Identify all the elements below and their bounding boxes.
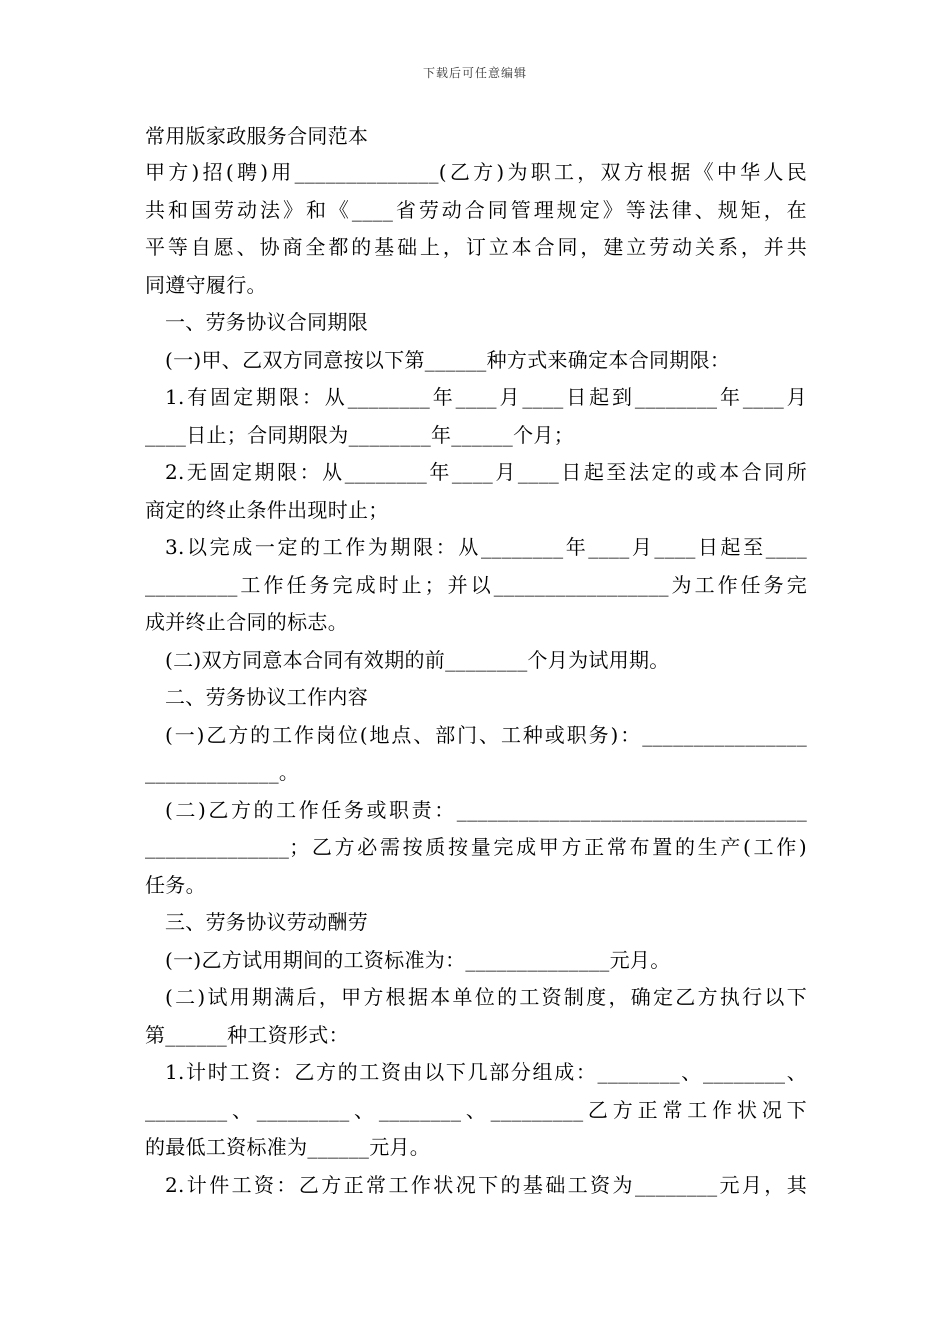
paragraph-line: (二)乙方的工作任务或职责：__________________________________ xyxy=(165,797,807,822)
paragraph-line: 商定的终止条件出现时止； xyxy=(145,497,389,522)
document-title: 常用版家政服务合同范本 xyxy=(145,124,369,148)
document-body xyxy=(145,118,807,1204)
paragraph-line: _____________。 xyxy=(145,760,300,784)
paragraph-line: 1.有固定期限：从________年____月____日起到________年____月 xyxy=(165,385,807,409)
paragraph-line: ________、_________、________、_________乙方正常工作状况下 xyxy=(145,1097,807,1122)
paragraph-line: (一)甲、乙双方同意按以下第______种方式来确定本合同期限： xyxy=(165,347,731,372)
paragraph-line: ______________；乙方必需按质按量完成甲方正常布置的生产(工作) xyxy=(145,835,807,859)
paragraph-line: (二)试用期满后，甲方根据本单位的工资制度，确定乙方执行以下 xyxy=(165,985,807,1009)
paragraph-line: 同遵守履行。 xyxy=(145,272,267,297)
paragraph-line: 平等自愿、协商全都的基础上，订立本合同，建立劳动关系，并共 xyxy=(145,235,807,259)
paragraph-line: 2.无固定期限：从________年____月____日起至法定的或本合同所 xyxy=(165,460,807,484)
paragraph-line: 第______种工资形式： xyxy=(145,1022,349,1047)
paragraph-line: (二)双方同意本合同有效期的前________个月为试用期。 xyxy=(165,647,670,672)
paragraph-line: ____日止；合同期限为________年______个月； xyxy=(145,422,574,447)
paragraph-line: 1.计时工资：乙方的工资由以下几部分组成：________、________、 xyxy=(165,1060,807,1084)
paragraph-line: 三、劳务协议劳动酬劳 xyxy=(165,910,368,934)
paragraph-line: (一)乙方的工作岗位(地点、部门、工种或职务)：________________ xyxy=(165,722,807,747)
paragraph-line: 成并终止合同的标志。 xyxy=(145,610,348,634)
paragraph-line: 2.计件工资：乙方正常工作状况下的基础工资为________元月，其 xyxy=(165,1172,807,1197)
paragraph-line: _________工作任务完成时止；并以_________________为工作任务完 xyxy=(145,572,807,597)
paragraph-line: (一)乙方试用期间的工资标准为：______________元月。 xyxy=(165,947,671,972)
page-header: 下载后可任意编辑 xyxy=(422,66,527,80)
paragraph-line: 3.以完成一定的工作为期限：从________年____月____日起至____ xyxy=(165,535,807,559)
paragraph-line: 二、劳务协议工作内容 xyxy=(165,685,368,709)
paragraph-line: 共和国劳动法》和《____省劳动合同管理规定》等法律、规矩，在 xyxy=(145,197,807,222)
paragraph-line: 任务。 xyxy=(145,872,206,897)
paragraph-line: 的最低工资标准为______元月。 xyxy=(145,1135,431,1159)
paragraph-line: 甲方)招(聘)用______________(乙方)为职工，双方根据《中华人民 xyxy=(145,160,807,184)
paragraph-line: 一、劳务协议合同期限 xyxy=(165,310,368,334)
